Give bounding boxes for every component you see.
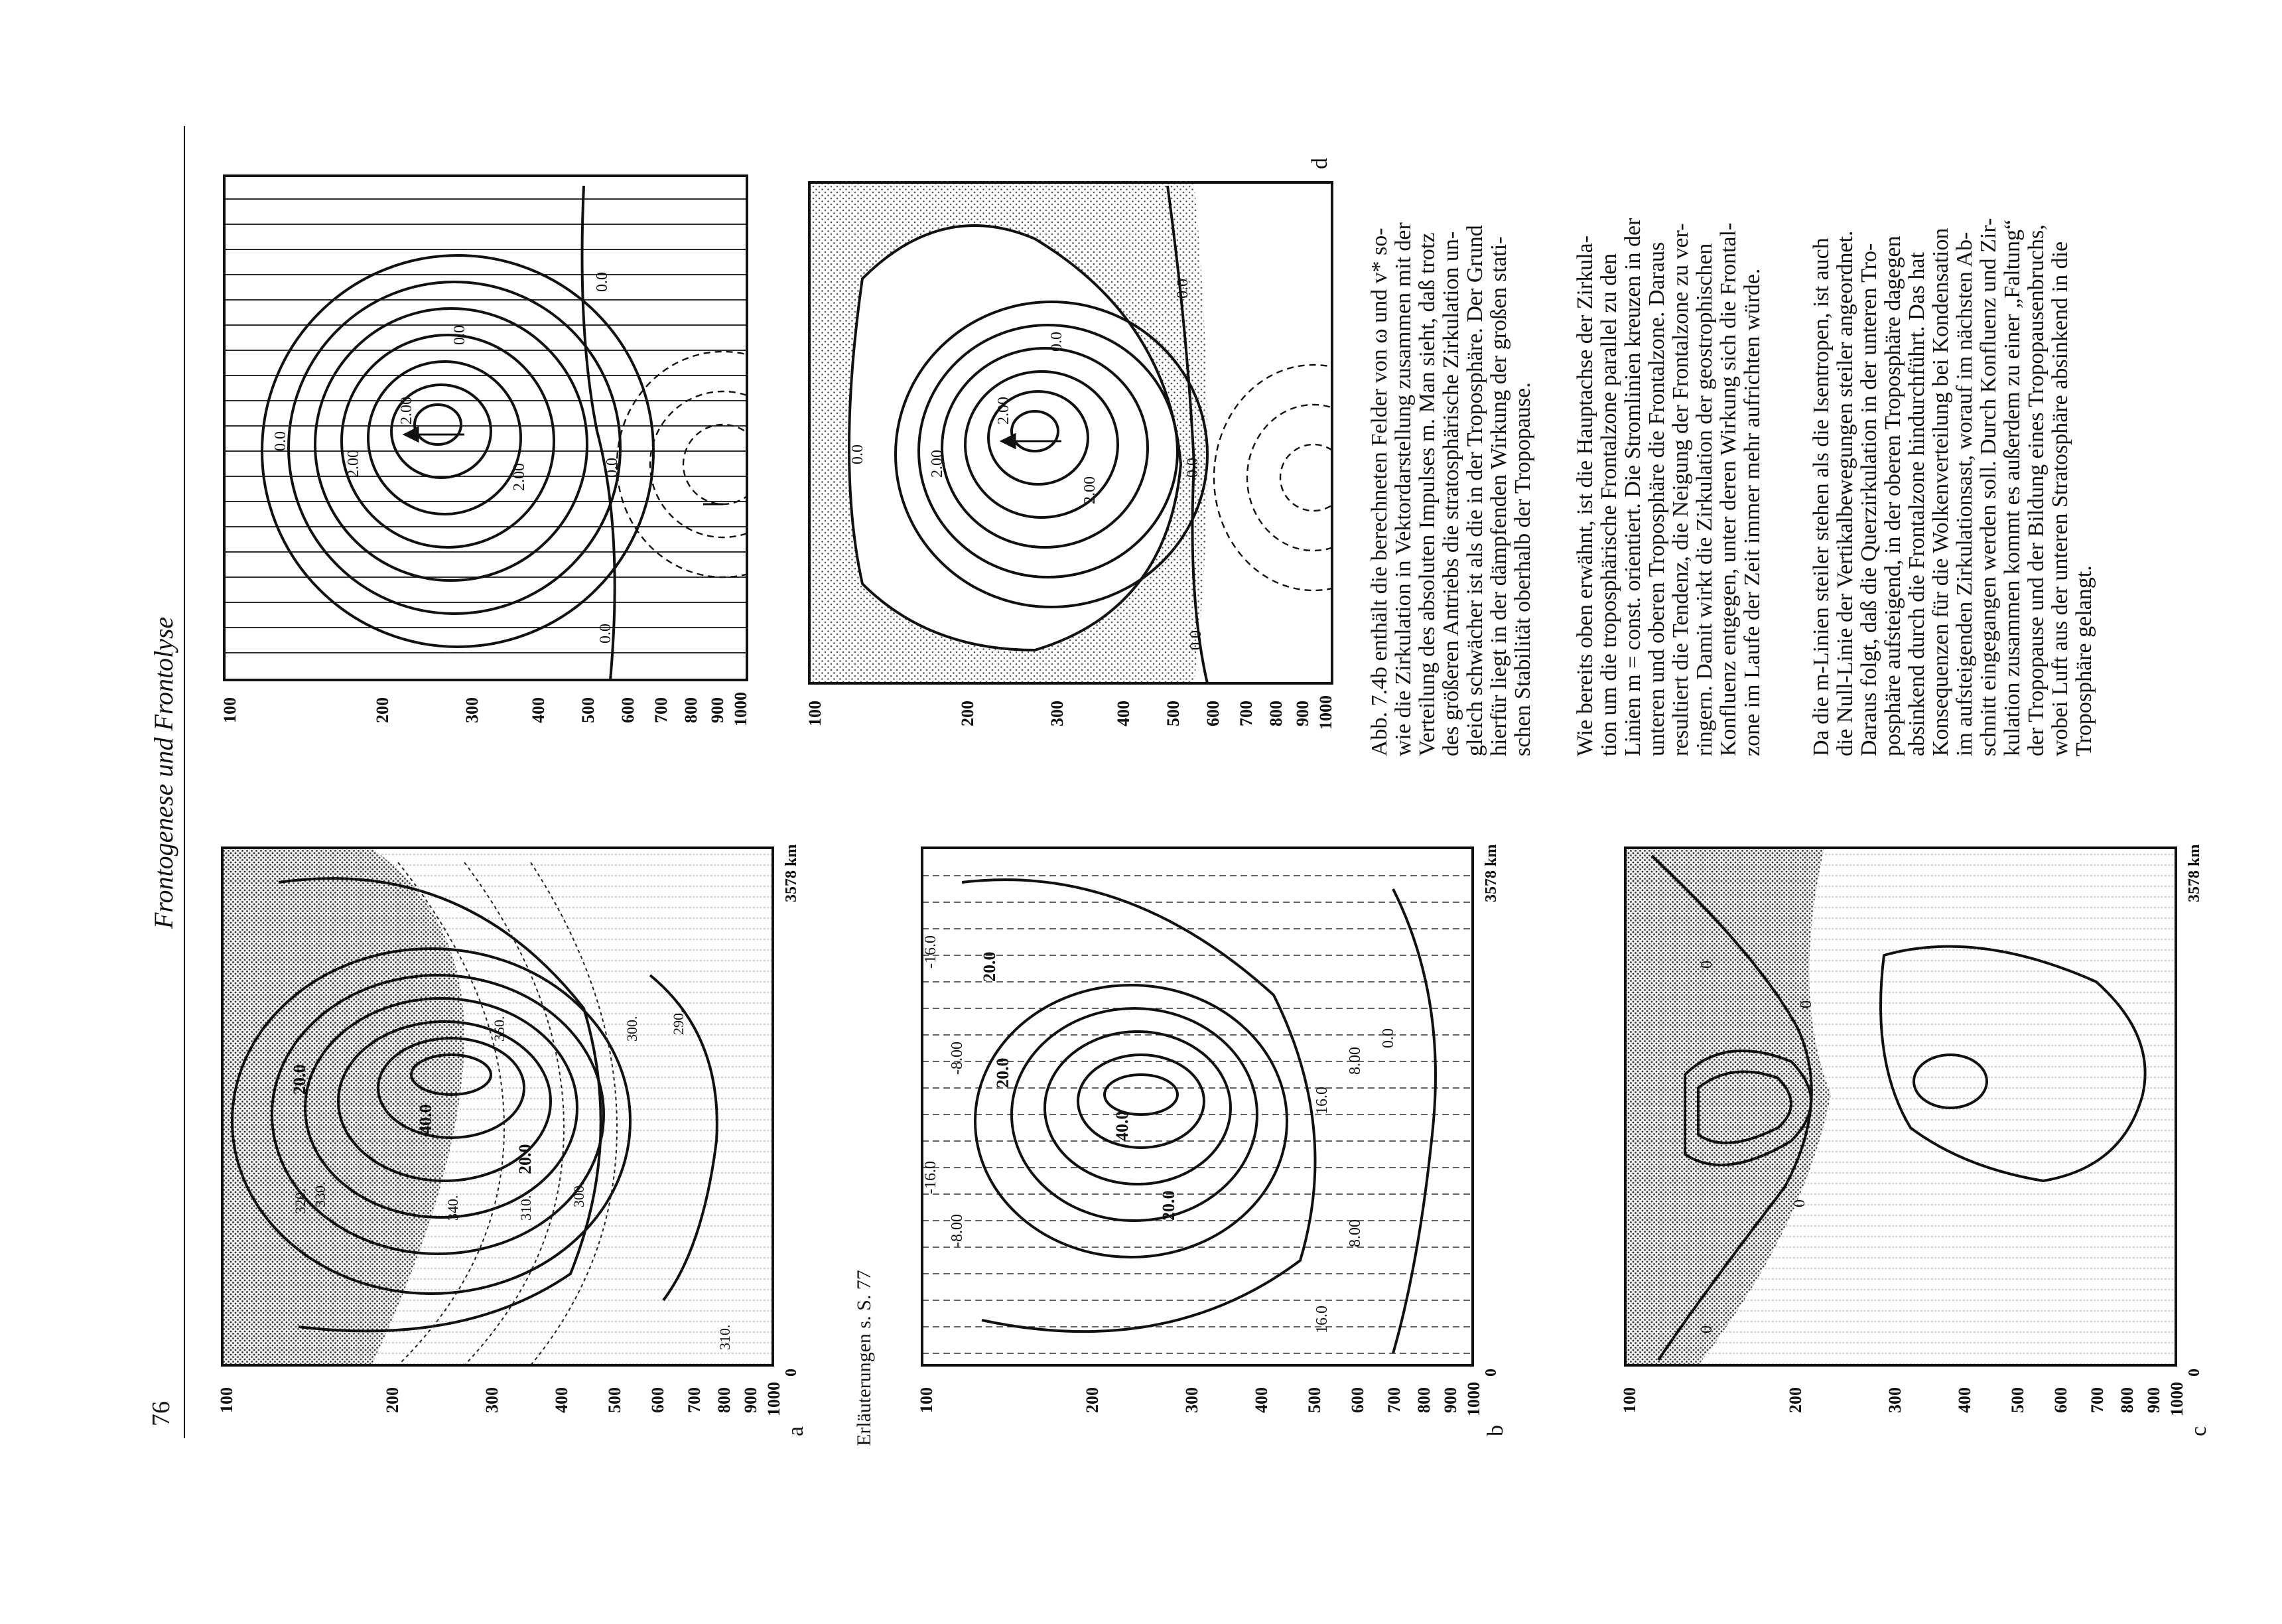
panel-a-distance-end: 3578 km <box>783 844 800 902</box>
svg-text:900: 900 <box>741 1387 760 1413</box>
svg-text:100: 100 <box>805 701 825 726</box>
svg-text:400: 400 <box>1114 701 1133 726</box>
panel-d-top-contour-label: 2.00 <box>398 397 415 425</box>
body-line: ringern. Damit wirkt die Zirkulation der geostrophischen <box>1692 243 1717 756</box>
panel-b-contour-label: 8.00 <box>1347 1219 1364 1247</box>
svg-text:500: 500 <box>605 1387 624 1413</box>
body-line: Da die m-Linien steiler stehen als die Isentropen, ist auch <box>1809 237 1834 756</box>
svg-text:700: 700 <box>651 697 671 723</box>
panel-a-contour-label: 310. <box>517 1195 534 1221</box>
svg-text:500: 500 <box>578 697 598 723</box>
panel-d-top-contour-label: 0.0 <box>594 272 611 292</box>
body-line: posphäre aufsteigend, in der oberen Troposphäre dagegen <box>1881 236 1905 756</box>
panel-b-contour-label: 20.0 <box>1159 1190 1178 1221</box>
svg-text:800: 800 <box>1414 1387 1434 1413</box>
body-line: der Tropopause und der Bildung eines Tropopausenbruchs, <box>2024 224 2048 756</box>
svg-text:300: 300 <box>1182 1387 1201 1413</box>
svg-text:600: 600 <box>1348 1387 1367 1413</box>
svg-text:600: 600 <box>648 1387 667 1413</box>
panel-d-contour-label: 0.0 <box>1048 332 1065 352</box>
caption-line: des größeren Antriebs die stratosphärische Zirkulation un- <box>1439 231 1463 756</box>
panel-a-contour-label: 300. <box>624 1016 640 1042</box>
svg-text:800: 800 <box>681 697 701 723</box>
svg-text:600: 600 <box>618 697 638 723</box>
panel-b-pressure-axis <box>917 1382 1483 1416</box>
svg-text:200: 200 <box>1786 1387 1805 1413</box>
panel-d-contour-label: 0.0 <box>1187 630 1205 650</box>
panel-d <box>805 158 1413 730</box>
svg-text:100: 100 <box>220 697 239 723</box>
svg-text:400: 400 <box>1955 1387 1974 1413</box>
svg-text:300: 300 <box>462 697 482 723</box>
svg-text:500: 500 <box>2008 1387 2027 1413</box>
panel-c-contour-label: 0 <box>1698 1325 1715 1333</box>
panel-b-contour-label: 20.0 <box>980 951 999 982</box>
panel-d-top-contour-label: 0.0 <box>604 458 621 478</box>
body-line: Konfluenz entgegen, unter deren Wirkung sich die Frontal- <box>1716 222 1741 756</box>
svg-text:100: 100 <box>217 1387 236 1413</box>
svg-text:1000: 1000 <box>764 1382 783 1416</box>
svg-text:300: 300 <box>1885 1387 1905 1413</box>
figure-caption <box>1367 222 1535 756</box>
svg-text:100: 100 <box>917 1387 936 1413</box>
svg-text:300: 300 <box>482 1387 502 1413</box>
svg-text:900: 900 <box>708 697 727 723</box>
svg-text:700: 700 <box>1237 701 1256 726</box>
panel-a-label: a <box>783 1426 808 1436</box>
panel-b-contour-label: -16.0 <box>922 935 939 969</box>
panel-a-distance-start: 0 <box>783 1369 800 1377</box>
svg-text:800: 800 <box>2117 1387 2137 1413</box>
caption-line: Verteilung des absoluten Impulses m. Man sieht, daß trotz <box>1415 232 1440 756</box>
panel-d-pressure-axis <box>805 695 1335 730</box>
svg-text:600: 600 <box>2051 1387 2070 1413</box>
panel-d-contour-label: 2.00 <box>995 397 1012 425</box>
panel-b-contour-label: 8.00 <box>1347 1047 1364 1075</box>
caption-line: hierfür liegt in der dämpfenden Wirkung der großen stati- <box>1487 236 1511 756</box>
body-line: Linien m = const. orientiert. Die Stromlinien kreuzen in der <box>1621 218 1645 756</box>
svg-text:200: 200 <box>958 701 977 726</box>
panel-b-contour-label: 40.0 <box>1112 1111 1132 1141</box>
panel-d-label: d <box>1308 158 1332 169</box>
panel-b-contour-label: -8.00 <box>949 1214 966 1247</box>
figure-crossref: Erläuterungen s. S. 77 <box>853 1270 875 1446</box>
panel-c-contour-label: 0 <box>1798 1000 1815 1008</box>
caption-line: Abb. 7.4b enthält die berechneten Felder von ω und v* so- <box>1367 228 1392 756</box>
body-paragraph-2 <box>1809 218 2096 756</box>
panel-d-top-contour-label: 2.00 <box>511 463 528 491</box>
body-line: Konsequenzen für die Wolkenverteilung bei Kondensation <box>1928 228 1953 756</box>
panel-a-contour-label: 300. <box>570 1182 587 1207</box>
panel-d-contour-label: 0.0 <box>849 444 866 464</box>
svg-text:400: 400 <box>1252 1387 1271 1413</box>
svg-text:1000: 1000 <box>731 692 750 726</box>
svg-text:900: 900 <box>2144 1387 2163 1413</box>
panel-d-top-contour-label: 0.0 <box>597 624 614 643</box>
panel-d-top-contour-label: 2.00 <box>345 450 362 478</box>
panel-c <box>1620 845 2211 1436</box>
panel-a-contour-label: 320. <box>292 1188 308 1214</box>
body-line: zone im Laufe der Zeit immer mehr aufrichten würde. <box>1740 268 1765 756</box>
svg-text:800: 800 <box>714 1387 734 1413</box>
panel-a-pressure-axis <box>217 1382 783 1416</box>
panel-a-contour-label: 340. <box>444 1195 461 1221</box>
caption-line: gleich schwächer ist als die in der Troposphäre. Der Grund <box>1463 225 1487 756</box>
panel-c-distance-start: 0 <box>2186 1369 2203 1377</box>
panel-a-contour-label: 20.0 <box>515 1144 535 1174</box>
panel-c-pressure-axis <box>1620 1382 2186 1416</box>
panel-d-top-pressure-axis <box>220 692 750 726</box>
svg-text:700: 700 <box>2088 1387 2107 1413</box>
panel-b-contour-label: 16.0 <box>1313 1087 1331 1115</box>
panel-b <box>917 845 1508 1436</box>
panel-b-label: b <box>1483 1425 1508 1436</box>
body-line: kulation zusammen kommt es außerdem zu einer „Faltung“ <box>2000 219 2025 756</box>
svg-text:600: 600 <box>1203 701 1223 726</box>
svg-text:1000: 1000 <box>1464 1382 1483 1416</box>
panel-c-label: c <box>2186 1426 2211 1436</box>
svg-text:1000: 1000 <box>1316 695 1335 730</box>
panel-c-contour-label: 0 <box>1791 1199 1808 1207</box>
panel-b-distance-start: 0 <box>1483 1369 1500 1377</box>
panel-d-right-region <box>1194 182 1332 683</box>
svg-text:200: 200 <box>383 1387 402 1413</box>
panel-a-contour-label: 20.0 <box>290 1064 309 1095</box>
svg-text:500: 500 <box>1305 1387 1324 1413</box>
body-line: resultiert die Tendenz, die Neigung der Frontalzone zu ver- <box>1668 223 1693 756</box>
panel-b-contour-label: 0.0 <box>1380 1028 1397 1048</box>
panel-a-contour-label: 310. <box>716 1324 733 1350</box>
running-title: Frontogenese und Frontolyse <box>149 616 178 929</box>
svg-text:100: 100 <box>1620 1387 1639 1413</box>
body-paragraph-1 <box>1573 218 1765 756</box>
body-line: die Null-Linie der Vertikalbewegungen steiler angeordnet. <box>1833 230 1857 756</box>
panel-a <box>217 845 808 1436</box>
svg-text:1000: 1000 <box>2167 1382 2186 1416</box>
panel-b-contour-label: 16.0 <box>1313 1306 1331 1333</box>
panel-d-top-background <box>224 176 747 680</box>
panel-c-distance-end: 3578 km <box>2186 844 2203 902</box>
panel-a-contour-label: 330. <box>312 1182 328 1207</box>
body-line: tion um die troposphärische Frontalzone parallel zu den <box>1597 253 1621 756</box>
page-number: 76 <box>147 1401 175 1426</box>
panel-d-top <box>220 176 829 726</box>
panel-a-contour-label: 40.0 <box>416 1104 435 1134</box>
panel-d-contour-label: 2.00 <box>929 450 946 478</box>
body-line: absinkend durch die Frontalzone hindurchführt. Das hat <box>1905 251 1929 756</box>
panel-c-contour-label: 0 <box>1698 961 1715 969</box>
svg-text:700: 700 <box>1384 1387 1404 1413</box>
panel-d-top-contour-label: 0.0 <box>272 431 289 451</box>
body-line: wobei Luft aus der unteren Stratosphäre absinkend in die <box>2048 241 2072 756</box>
svg-text:300: 300 <box>1047 701 1067 726</box>
panel-b-contour-label: -16.0 <box>922 1161 939 1194</box>
panel-b-background <box>922 848 1473 1365</box>
panel-d-contour-label: 2.00 <box>1081 476 1099 504</box>
panel-b-distance-end: 3578 km <box>1483 844 1500 902</box>
body-line: unteren und oberen Troposphäre die Frontalzone. Daraus <box>1644 241 1669 756</box>
panel-d-contour-label: 0.0 <box>1184 458 1201 478</box>
svg-text:500: 500 <box>1164 701 1183 726</box>
body-line: Wie bereits oben erwähnt, ist die Hauptachse der Zirkula- <box>1573 235 1597 756</box>
panel-d-contour-label: 0.0 <box>1174 279 1191 299</box>
svg-text:200: 200 <box>373 697 392 723</box>
svg-text:900: 900 <box>1293 701 1312 726</box>
svg-text:400: 400 <box>552 1387 571 1413</box>
panel-d-top-contour-label: 0.0 <box>451 325 468 345</box>
svg-text:200: 200 <box>1083 1387 1102 1413</box>
caption-line: schen Stabilität oberhalb der Tropopause. <box>1510 382 1535 756</box>
body-line: im aufsteigenden Zirkulationsast, worauf im nächsten Ab- <box>1952 232 1977 756</box>
panel-a-contour-label: 350. <box>491 1016 507 1042</box>
body-line: schnitt eingegangen werden soll. Durch Konfluenz und Zir- <box>1976 218 2001 756</box>
panel-b-contour-label: 20.0 <box>993 1057 1012 1088</box>
caption-line: wie die Zirkulation in Vektordarstellung zusammen mit der <box>1391 222 1416 756</box>
svg-text:400: 400 <box>529 697 548 723</box>
panel-b-contour-label: -8.00 <box>949 1042 966 1075</box>
body-line: Troposphäre gelangt. <box>2072 565 2096 756</box>
svg-text:900: 900 <box>1441 1387 1460 1413</box>
svg-text:700: 700 <box>685 1387 704 1413</box>
panel-a-contour-label: 290. <box>670 1009 687 1035</box>
body-line: Daraus folgt, daß die Querzirkulation in der unteren Tro- <box>1857 243 1881 756</box>
svg-text:800: 800 <box>1266 701 1286 726</box>
